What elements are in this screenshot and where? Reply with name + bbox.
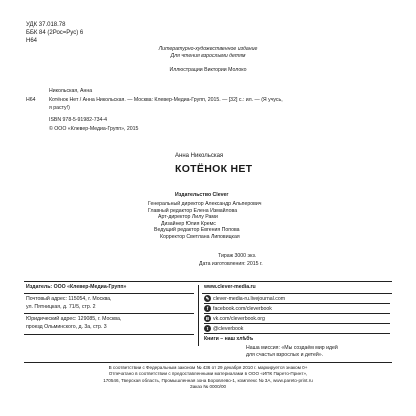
social-link-text: facebook.com/cleverbook [213, 305, 272, 312]
catalog-line-2: я расту!) [49, 105, 70, 111]
twitter-icon: t [204, 325, 211, 332]
publisher-line: Издатель: ООО «Клевер-Медиа-Групп» [26, 284, 127, 290]
facebook-icon: f [204, 305, 211, 312]
social-links [204, 294, 390, 334]
copyright: © ООО «Клевер-Медиа-Групп», 2015 [49, 126, 139, 132]
staff-line: Дизайнер Юлия Кремс [161, 220, 216, 227]
legal-line: Отпечатано в соответствии с предоставленными материалами в ООО «ИПК Парето-Принт», [108, 371, 308, 377]
author-mark: Н64 [26, 38, 38, 44]
slogan: Книги – наш хлѣбъ [204, 336, 254, 342]
illustrations-credit: Иллюстрации Виктории Молоко [169, 67, 247, 73]
staff-list [148, 201, 348, 241]
social-row-livejournal[interactable] [204, 294, 390, 304]
social-link-text: vk.com/cleverbook.org [213, 315, 265, 322]
mission-line-2: для счастья взрослых и детей». [246, 352, 324, 358]
production-date: Дата изготовления: 2015 г. [199, 261, 263, 267]
website-link[interactable]: www.clever-media.ru [204, 284, 256, 290]
social-row-vk[interactable] [204, 314, 390, 324]
bbk-code: ББК 84 (2Рос=Рус) 6 [26, 30, 84, 36]
edition-type: Литературно-художественное издание [158, 46, 258, 52]
isbn: ISBN 978-5-91982-734-4 [49, 117, 107, 123]
legal-block [0, 365, 416, 391]
staff-line: Генеральный директор Александр Альперович [148, 201, 262, 207]
legal-address-1: Юридический адрес: 129085, г. Москва, [26, 316, 122, 322]
catalog-line-1: Котёнок Нет / Анна Никольская. — Москва: Клевер-Медиа-Групп, 2015. — [32] с.: ил. — (Я учусь, [49, 97, 283, 103]
staff-line: Арт-директор Лилу Рами [158, 214, 218, 221]
postal-address-2: ул. Пятницкая, д. 71/5, стр. 2 [26, 304, 96, 310]
legal-line: 170546, Тверская область, Промышленная зона Боровлево-1, комплекс № 3А, www.pareto-print.ru [103, 377, 313, 383]
author-name: Анна Никольская [175, 153, 224, 159]
social-row-twitter[interactable] [204, 324, 390, 334]
bottom-rule [24, 362, 392, 363]
mission-line-1: Наша миссия: «Мы создаём мир идей [246, 345, 338, 351]
staff-line: Ведущий редактор Евгения Попова [154, 227, 240, 234]
legal-line: Заказ № 0000/00 [189, 384, 227, 390]
catalog-code: Н64 [26, 97, 36, 103]
legal-line: В соответствии с Федеральным законом № 436 от 29 декабря 2010 г. маркируется знаком 0+ [108, 365, 308, 370]
footer-top-rule [24, 281, 392, 282]
footer-left-rule [24, 334, 194, 335]
udk-code: УДК 37.018.78 [26, 22, 66, 28]
postal-address-1: Почтовый адрес: 115054, г. Москва, [26, 296, 112, 302]
book-title: КОТЁНОК НЕТ [175, 163, 253, 175]
print-run: Тираж 3000 экз. [218, 253, 257, 259]
vk-icon: B [205, 316, 210, 321]
edition-audience: Для чтения взрослыми детям [170, 53, 246, 59]
staff-line: Корректор Светлана Липовицкая [160, 233, 240, 240]
livejournal-icon: ✎ [205, 296, 210, 301]
social-row-facebook[interactable] [204, 304, 390, 314]
footer-left-rule [24, 313, 194, 314]
social-link-text: @cleverbook [213, 325, 244, 332]
social-link-text: clever-media-ru.livejournal.com [213, 295, 286, 302]
footer-left-rule [24, 293, 194, 294]
publisher-heading: Издательство Clever [175, 192, 229, 198]
staff-line: Главный редактор Елена Измайлова [148, 207, 238, 214]
legal-address-2: проезд Ольминского, д. 3а, стр. 3 [26, 324, 107, 330]
catalog-author: Никольская, Анна [49, 88, 93, 94]
footer-divider [198, 285, 199, 346]
